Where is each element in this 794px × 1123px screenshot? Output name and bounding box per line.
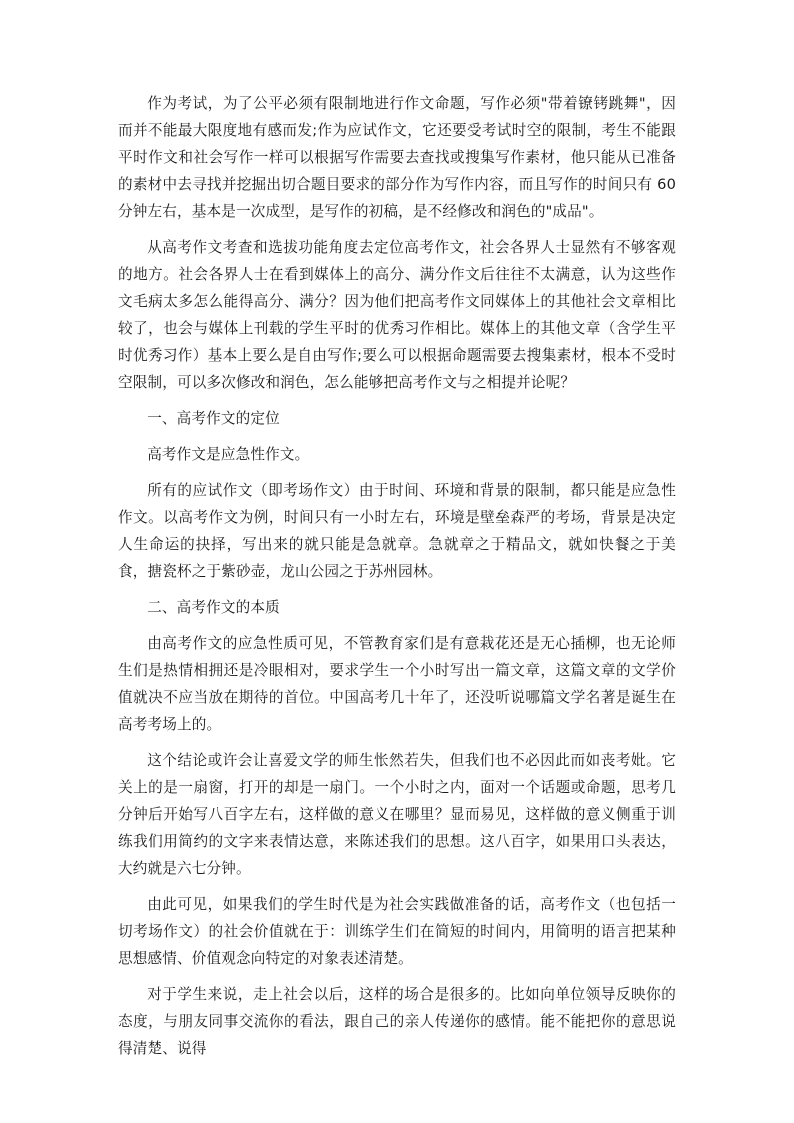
paragraph-after-school: 对于学生来说，走上社会以后，这样的场合是很多的。比如向单位领导反映你的态度，与朋友同事交流你的看法，跟自己的亲人传递你的感情。能不能把你的意思说得清楚、说得 xyxy=(118,986,676,1057)
paragraph-definition: 高考作文是应急性作文。 xyxy=(147,446,310,463)
section-heading-essence: 二、高考作文的本质 xyxy=(147,599,280,616)
paragraph-window-door: 这个结论或许会让喜爱文学的师生怅然若失，但我们也不必因此而如丧考妣。它关上的是一扇窗，打开的却是一扇门。一个小时之内，面对一个话题或命题，思考几分钟后开始写八百字左右，这样做的意义在哪里？显而易见，这样做的意义侧重于训练我们用简约的文字来表情达意，来陈述我们的思想。这八百字，如果用口头表达，大约就是六七分钟。 xyxy=(118,752,676,877)
paragraph-literary-value: 由高考作文的应急性质可见，不管教育家们是有意栽花还是无心插柳，也无论师生们是热情相拥还是冷眼相对，要求学生一个小时写出一篇文章，这篇文章的文学价值就决不应当放在期待的首位。中国高考几十年了，还没听说哪篇文学名著是诞生在高考考场上的。 xyxy=(118,635,676,733)
document-page xyxy=(118,90,676,1062)
paragraph-public-perception: 从高考作文考查和选拔功能角度去定位高考作文，社会各界人士显然有不够客观的地方。社会各界人士在看到媒体上的高分、满分作文后往往不太满意，认为这些作文毛病太多怎么能得高分、满分？因为他们把高考作文同媒体上的其他社会文章相比较了，也会与媒体上刊载的学生平时的优秀习作相比。媒体上的其他文章（含学生平时优秀习作）基本上要么是自由写作;要么可以根据命题需要去搜集素材，根本不受时空限制，可以多次修改和润色，怎么能够把高考作文与之相提并论呢？ xyxy=(118,239,676,391)
section-heading-positioning: 一、高考作文的定位 xyxy=(147,410,280,427)
paragraph-emergency-writing: 所有的应试作文（即考场作文）由于时间、环境和背景的限制，都只能是应急性作文。以高考作文为例，时间只有一小时左右，环境是壁垒森严的考场，背景是决定人生命运的抉择，写出来的就只能是急就章。急就章之于精品文，就如快餐之于美食，搪瓷杯之于紫砂壶，龙山公园之于苏州园林。 xyxy=(118,482,676,580)
paragraph-exam-constraints: 作为考试，为了公平必须有限制地进行作文命题，写作必须"带着镣铐跳舞"，因而并不能最大限度地有感而发;作为应试作文，它还要受考试时空的限制，考生不能跟平时作文和社会写作一样可以根据写作需要去查找或搜集写作素材，他只能从已准备的素材中去寻找并挖掘出切合题目要求的部分作为写作内容，而且写作的时间只有 60 分钟左右，基本是一次成型，是写作的初稿，是不经修改和润色的"成品"。 xyxy=(118,95,676,220)
paragraph-social-value: 由此可见，如果我们的学生时代是为社会实践做准备的话，高考作文（也包括一切考场作文）的社会价值就在于：训练学生们在简短的时间内，用简明的语言把某种思想感情、价值观念向特定的对象表述清楚。 xyxy=(118,896,676,967)
